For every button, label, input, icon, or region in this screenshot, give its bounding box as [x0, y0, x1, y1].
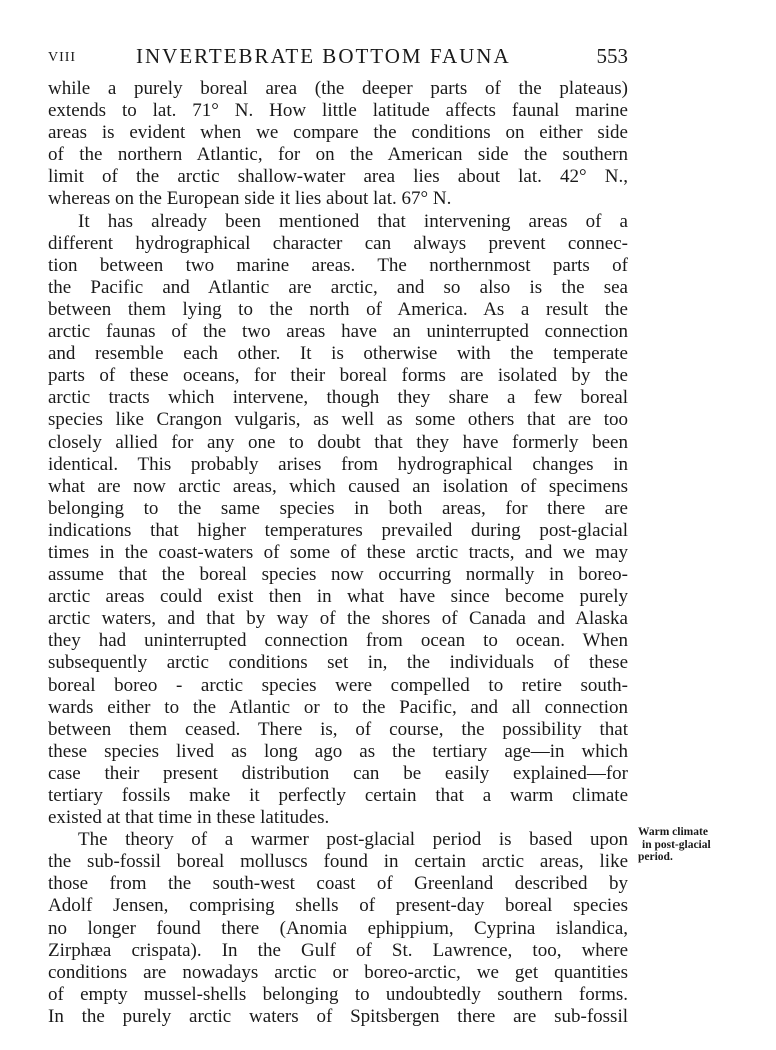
text-line: arctic tracts which intervene, though they share a few boreal [48, 387, 628, 409]
margin-note-line: period. [638, 851, 673, 863]
text-line: The theory of a warmer post-glacial period is based upon [78, 829, 628, 851]
text-line: arctic faunas of the two areas have an uninterrupted connection [48, 321, 628, 343]
text-line: areas is evident when we compare the conditions on either side [48, 122, 628, 144]
text-line: assume that the boreal species now occurring normally in boreo- [48, 564, 628, 586]
margin-note-line: in post-glacial [642, 838, 711, 851]
text-line: Adolf Jensen, comprising shells of present-day boreal species [48, 895, 628, 917]
margin-note [638, 826, 762, 864]
text-line: belonging to the same species in both areas, for there are [48, 497, 628, 519]
text-line: no longer found there (Anomia ephippium, Cyprina islandica, [48, 917, 628, 939]
text-line: existed at that time in these latitudes. [48, 807, 330, 829]
text-line: parts of these oceans, for their boreal forms are isolated by the [48, 365, 628, 387]
text-line: limit of the arctic shallow-water area lies about lat. 42° N., [48, 166, 628, 188]
text-line: boreal boreo - arctic species were compelled to retire south- [48, 674, 628, 696]
text-line: times in the coast-waters of some of these arctic tracts, and we may [48, 541, 628, 563]
margin-note-line: Warm climate [638, 826, 708, 838]
text-line: tion between two marine areas. The northernmost parts of [48, 254, 628, 276]
chapter-number: VIII [48, 50, 77, 65]
text-line: of the northern Atlantic, for on the American side the southern [48, 144, 628, 166]
text-line: In the purely arctic waters of Spitsbergen there are sub-fossil [48, 1005, 628, 1027]
text-line: and resemble each other. It is otherwise with the temperate [48, 343, 628, 365]
text-line: those from the south-west coast of Greenland described by [48, 873, 628, 895]
text-line: species like Crangon vulgaris, as well as some others that are too [48, 409, 628, 431]
text-line: the Pacific and Atlantic are arctic, and so also is the sea [48, 276, 628, 298]
text-line: tertiary fossils make it perfectly certain that a warm climate [48, 785, 628, 806]
text-line: Zirphæa crispata). In the Gulf of St. Lawrence, too, where [48, 939, 628, 961]
text-line: different hydrographical character can always prevent connec- [48, 232, 628, 254]
text-line: closely allied for any one to doubt that they have formerly been [48, 431, 628, 453]
text-line: wards either to the Atlantic or to the Pacific, and all connection [48, 696, 628, 718]
text-line: conditions are nowadays arctic or boreo-arctic, we get quantities [48, 961, 628, 983]
text-line: while a purely boreal area (the deeper parts of the plateaus) [48, 78, 628, 99]
text-line: between them ceased. There is, of course, the possibility that [48, 718, 628, 740]
text-line: arctic waters, and that by way of the shores of Canada and Alaska [48, 608, 628, 630]
running-title: INVERTEBRATE BOTTOM FAUNA [136, 44, 511, 68]
body-text [48, 78, 628, 1028]
page-number: 553 [596, 44, 628, 68]
text-line: It has already been mentioned that intervening areas of a [78, 210, 628, 232]
text-line: they had uninterrupted connection from ocean to ocean. When [48, 630, 628, 652]
text-line: what are now arctic areas, which caused an isolation of specimens [48, 475, 628, 497]
text-line: indications that higher temperatures prevailed during post-glacial [48, 519, 628, 541]
text-line: extends to lat. 71° N. How little latitude affects faunal marine [48, 100, 628, 122]
text-line: subsequently arctic conditions set in, the individuals of these [48, 652, 628, 674]
text-line: identical. This probably arises from hydrographical changes in [48, 453, 628, 475]
text-line: case their present distribution can be easily explained—for [48, 762, 628, 784]
text-line: of empty mussel-shells belonging to undoubtedly southern forms. [48, 983, 628, 1005]
text-line: whereas on the European side it lies about lat. 67° N. [48, 188, 452, 210]
running-header [48, 44, 628, 74]
text-line: the sub-fossil boreal molluscs found in certain arctic areas, like [48, 851, 628, 873]
text-line: between them lying to the north of America. As a result the [48, 298, 628, 320]
text-line: arctic areas could exist then in what have since become purely [48, 586, 628, 608]
text-line: these species lived as long ago as the tertiary age—in which [48, 740, 628, 762]
